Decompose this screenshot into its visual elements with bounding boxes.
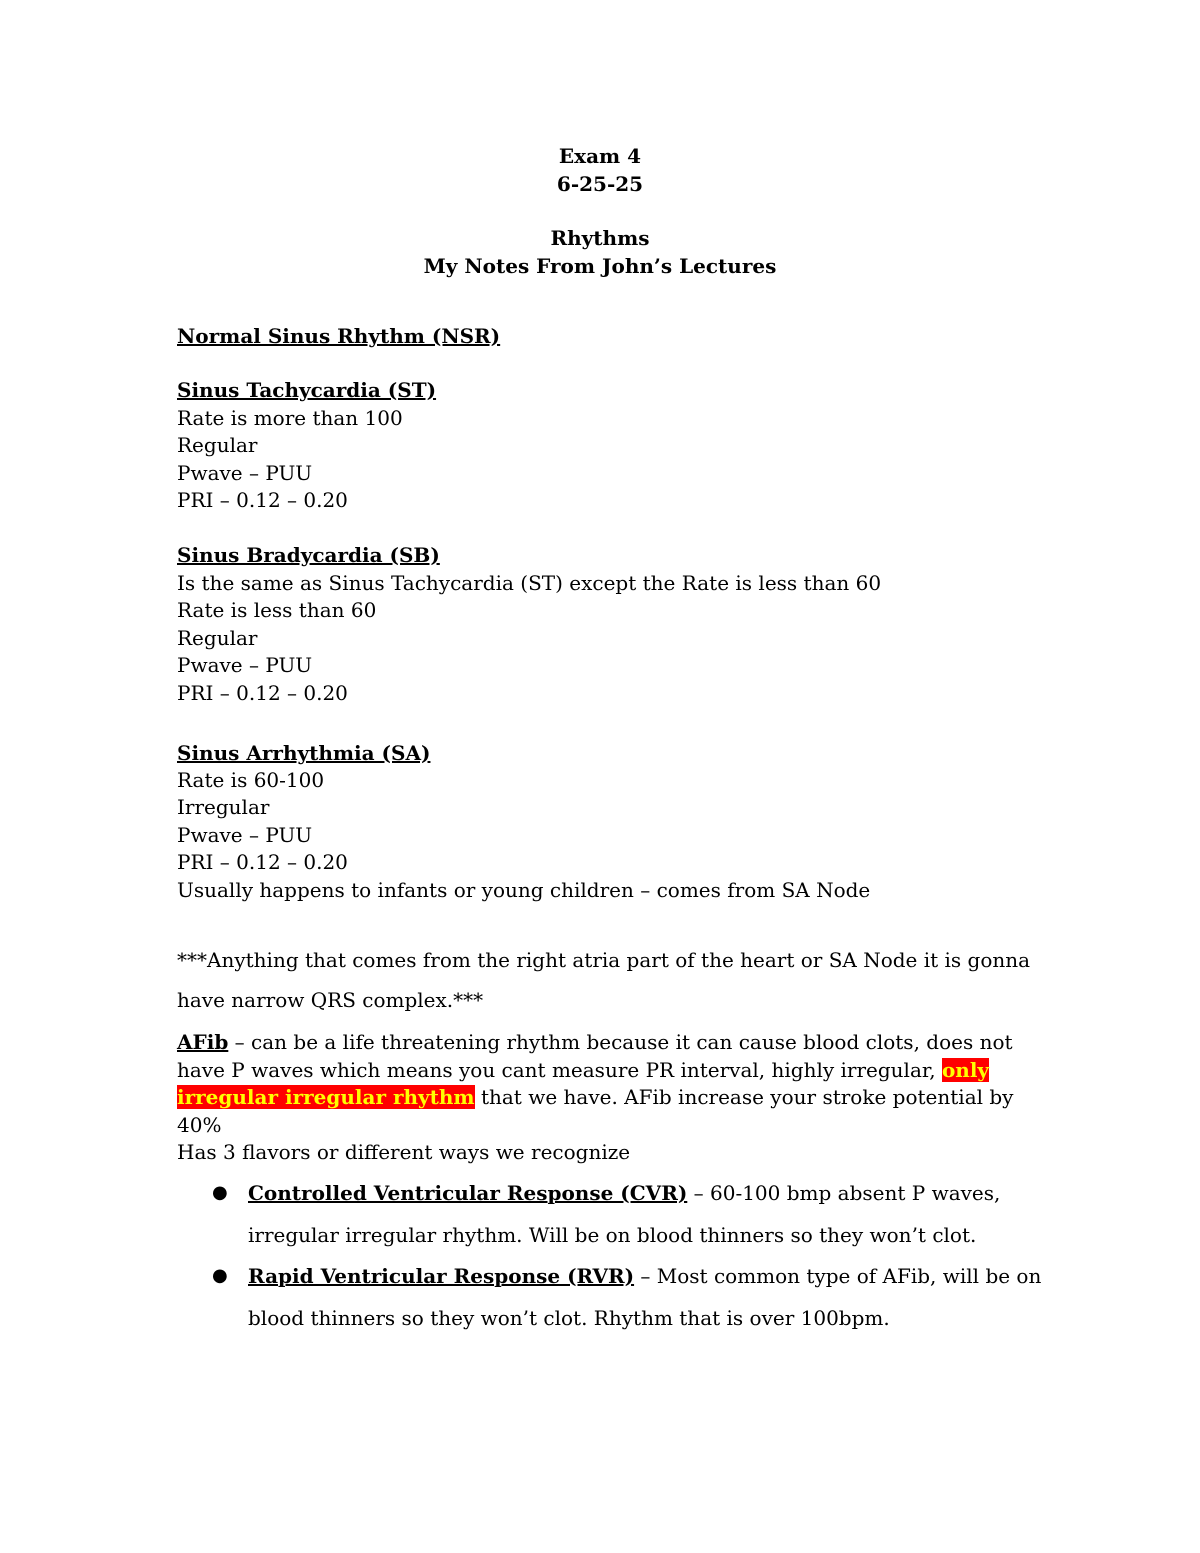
- bullet-line: blood thinners so they won’t clot. Rhythm that is over 100bpm.: [248, 1306, 890, 1330]
- bullet-term: Rapid Ventricular Response (RVR): [248, 1264, 635, 1288]
- afib-line: Has 3 flavors or different ways we recognize: [177, 1140, 631, 1164]
- afib-text: – can be a life threatening rhythm because it can cause blood clots, does not: [228, 1030, 1013, 1054]
- doc-title-topic: Rhythms: [550, 226, 650, 250]
- bullet-icon: ●: [212, 1182, 228, 1203]
- heading-sb: Sinus Bradycardia (SB): [177, 543, 440, 567]
- heading-sa: Sinus Arrhythmia (SA): [177, 741, 431, 765]
- doc-subtitle: My Notes From John’s Lectures: [423, 254, 777, 278]
- afib-term: AFib: [177, 1030, 229, 1054]
- bullet-term: Controlled Ventricular Response (CVR): [248, 1181, 688, 1205]
- note-line: have narrow QRS complex.***: [177, 988, 484, 1012]
- afib-text: that we have. AFib increase your stroke potential by: [474, 1085, 1014, 1109]
- sb-line: Rate is less than 60: [177, 598, 377, 622]
- st-line: Rate is more than 100: [177, 406, 403, 430]
- bullet-item-cvr: [248, 1179, 1000, 1207]
- afib-line: [177, 1056, 989, 1084]
- afib-line: [177, 1083, 1013, 1111]
- sb-line: Is the same as Sinus Tachycardia (ST) except the Rate is less than 60: [177, 571, 882, 595]
- highlighted-text: irregular irregular rhythm: [177, 1085, 475, 1109]
- bullet-icon: ●: [212, 1265, 228, 1286]
- afib-line: 40%: [177, 1113, 222, 1137]
- bullet-line: irregular irregular rhythm. Will be on blood thinners so they won’t clot.: [248, 1223, 977, 1247]
- highlighted-text: only: [941, 1058, 990, 1082]
- st-line: PRI – 0.12 – 0.20: [177, 488, 348, 512]
- sa-line: Rate is 60-100: [177, 768, 325, 792]
- doc-title-exam: Exam 4: [558, 144, 642, 168]
- heading-st: Sinus Tachycardia (ST): [177, 378, 437, 402]
- sa-line: Pwave – PUU: [177, 823, 313, 847]
- sa-line: Usually happens to infants or young children – comes from SA Node: [177, 878, 871, 902]
- st-line: Pwave – PUU: [177, 461, 313, 485]
- sb-line: PRI – 0.12 – 0.20: [177, 681, 348, 705]
- bullet-text: – Most common type of AFib, will be on: [634, 1264, 1042, 1288]
- afib-line: [177, 1028, 1013, 1056]
- heading-nsr: Normal Sinus Rhythm (NSR): [177, 324, 501, 348]
- sb-line: Pwave – PUU: [177, 653, 313, 677]
- st-line: Regular: [177, 433, 258, 457]
- bullet-item-rvr: [248, 1262, 1041, 1290]
- sa-line: Irregular: [177, 795, 270, 819]
- note-line: ***Anything that comes from the right atria part of the heart or SA Node it is gonna: [177, 948, 1031, 972]
- doc-title-date: 6-25-25: [556, 172, 644, 196]
- sb-line: Regular: [177, 626, 258, 650]
- bullet-text: – 60-100 bmp absent P waves,: [687, 1181, 1001, 1205]
- afib-text: have P waves which means you cant measure PR interval, highly irregular,: [177, 1058, 942, 1082]
- sa-line: PRI – 0.12 – 0.20: [177, 850, 348, 874]
